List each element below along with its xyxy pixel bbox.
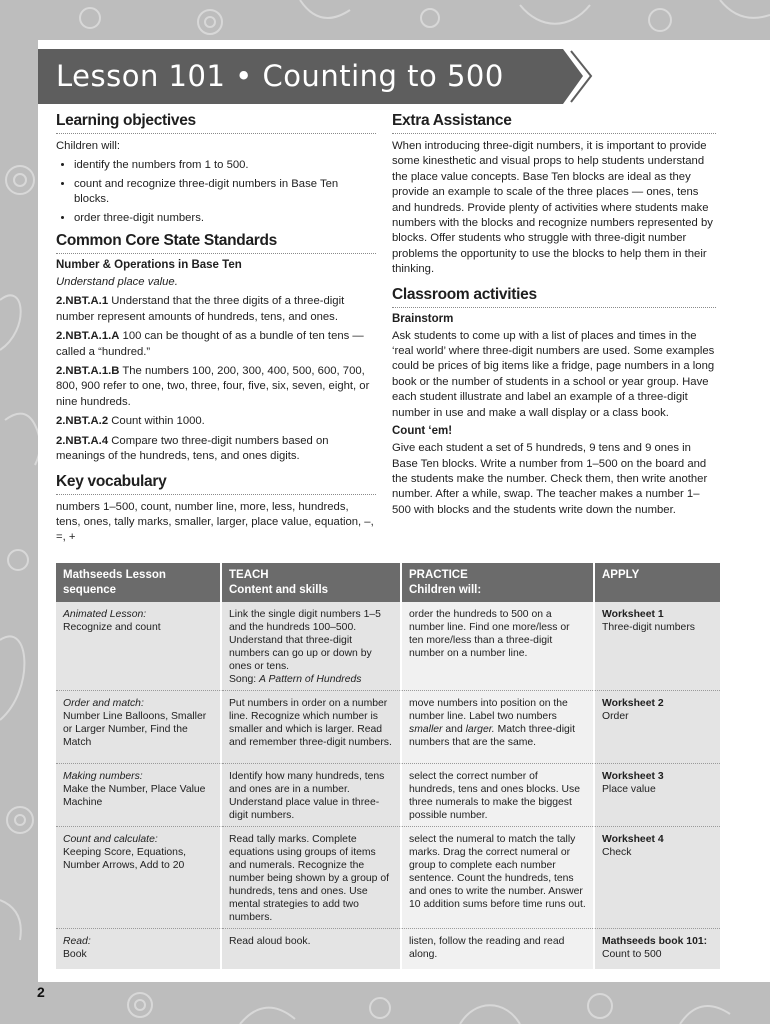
teach-cell: Read aloud book. xyxy=(222,929,402,969)
standard-code: 2.NBT.A.4 xyxy=(56,434,109,447)
objectives-intro: Children will: xyxy=(56,140,121,152)
sequence-cell: Making numbers: Make the Number, Place Value Machine xyxy=(56,764,222,827)
practice-cell: move numbers into position on the number line. Label two numbers smaller and larger. Match three-digit numbers that are the same. xyxy=(402,691,595,764)
vocabulary-text: numbers 1–500, count, number line, more, less, hundreds, tens, ones, tally marks, smaller, larger, place value, equation, –, =, + xyxy=(56,500,374,544)
column-header: Mathseeds Lesson sequence xyxy=(56,563,222,602)
table-row xyxy=(56,929,720,969)
vocabulary-heading: Key vocabulary xyxy=(56,473,376,495)
table-header-row xyxy=(56,563,720,602)
teach-cell: Identify how many hundreds, tens and ones are in a number. Understand place value in three-digit numbers. xyxy=(222,764,402,827)
practice-cell: listen, follow the reading and read along. xyxy=(402,929,595,969)
sequence-cell: Order and match: Number Line Balloons, Smaller or Larger Number, Find the Match xyxy=(56,691,222,764)
standard-text: Understand that the three digits of a three-digit number represent amounts of hundreds, tens, and ones. xyxy=(56,295,345,323)
objective-item: • count and recognize three-digit numbers in Base Ten blocks. xyxy=(74,177,376,208)
column-header: PRACTICE Children will: xyxy=(402,563,595,602)
apply-cell: Mathseeds book 101: Count to 500 xyxy=(595,929,720,969)
practice-cell: select the correct number of hundreds, tens and ones blocks. Use three numerals to make the biggest possible number. xyxy=(402,764,595,827)
standard-item xyxy=(56,364,376,410)
sequence-cell: Read: Book xyxy=(56,929,222,969)
teach-cell: Link the single digit numbers 1–5 and the hundreds 100–500. Understand that three-digit numbers can go up or down by ones or tens. Song: A Pattern of Hundreds xyxy=(222,602,402,691)
apply-cell: Worksheet 2 Order xyxy=(595,691,720,764)
practice-cell: order the hundreds to 500 on a number line. Find one more/less or ten more/less than a three-digit number on a number line. xyxy=(402,602,595,691)
standard-code: 2.NBT.A.2 xyxy=(56,415,109,428)
apply-cell: Worksheet 3 Place value xyxy=(595,764,720,827)
sequence-cell: Count and calculate: Keeping Score, Equations, Number Arrows, Add to 20 xyxy=(56,827,222,929)
learning-objectives-heading: Learning objectives xyxy=(56,112,376,134)
standard-text: Compare two three-digit numbers based on meanings of the hundreds, tens, and ones digits. xyxy=(56,434,329,463)
table-row xyxy=(56,691,720,764)
table-row xyxy=(56,764,720,827)
objective-item: • identify the numbers from 1 to 500. xyxy=(74,158,376,173)
brainstorm-text: Ask students to come up with a list of places and times in the ‘real world’ where three-digit numbers are used. Some examples could be prices of big items like a fridge, page numbers in a long book or the number of students in a school or year group. Have each student illustrate and label an example of a three-digit number in use and make a wall display or a class book. xyxy=(392,329,715,419)
classroom-activities-heading: Classroom activities xyxy=(392,286,716,308)
apply-cell: Worksheet 4 Check xyxy=(595,827,720,929)
column-header: TEACH Content and skills xyxy=(222,563,402,602)
standards-cluster: Understand place value. xyxy=(56,276,178,289)
sequence-cell: Animated Lesson: Recognize and count xyxy=(56,602,222,691)
standard-code: 2.NBT.A.1.B xyxy=(56,365,120,378)
countem-text: Give each student a set of 5 hundreds, 9 tens and 9 ones in Base Ten blocks. Write a number from 1–500 on the board and the students make the number. Check them, then write another number. After a while, swap. The teacher makes a number 1–500 with blocks and the students write down the number. xyxy=(392,442,708,516)
objectives-list xyxy=(56,158,376,226)
standard-text: The numbers 100, 200, 300, 400, 500, 600, 700, 800, 900 refer to one, two, three, four, five, six, seven, eight, or nine hundreds. xyxy=(56,365,370,408)
page-number: 2 xyxy=(37,984,45,1000)
lesson-sequence-table xyxy=(56,563,720,969)
standard-item xyxy=(56,329,376,360)
column-header: APPLY xyxy=(595,563,720,602)
left-column xyxy=(56,112,376,550)
objective-item: • order three-digit numbers. xyxy=(74,211,376,226)
standard-item xyxy=(56,434,376,465)
standard-code: 2.NBT.A.1 xyxy=(56,295,109,308)
standards-subheading: Number & Operations in Base Ten xyxy=(56,259,242,272)
standard-text: 100 can be thought of as a bundle of ten tens — called a “hundred.” xyxy=(56,330,364,358)
standard-code: 2.NBT.A.1.A xyxy=(56,330,120,343)
extra-assistance-heading: Extra Assistance xyxy=(392,112,716,134)
brainstorm-heading: Brainstorm xyxy=(392,312,454,325)
standard-item xyxy=(56,414,376,429)
table-row xyxy=(56,602,720,691)
teach-cell: Put numbers in order on a number line. Recognize which number is smaller and which is larger. Read and remember three-digit numbers. xyxy=(222,691,402,764)
teach-cell: Read tally marks. Complete equations using groups of items and numerals. Recognize the number being shown by a group of hundreds, tens and ones. Use mental strategies to add two numbers. xyxy=(222,827,402,929)
right-column xyxy=(392,112,716,522)
table-row xyxy=(56,827,720,929)
practice-cell: select the numeral to match the tally marks. Drag the correct numeral or group to complete each number sentence. Count the hundreds, tens and ones to write the number. Answer 10 addition sums before time runs out. xyxy=(402,827,595,929)
standard-text: Count within 1000. xyxy=(108,415,205,428)
apply-cell: Worksheet 1 Three-digit numbers xyxy=(595,602,720,691)
countem-heading: Count ‘em! xyxy=(392,425,453,438)
standards-heading: Common Core State Standards xyxy=(56,232,376,254)
standard-item xyxy=(56,294,376,325)
extra-assistance-text: When introducing three-digit numbers, it is important to provide some kinesthetic and visual props to help students understand the place value concepts. Base Ten blocks are ideal as they provide an example to scale of the three places — ones, tens and hundreds. Provide plenty of activities where students make numbers with the blocks and recognize numbers represented by blocks. Offer students who struggle with three-digit number problems the opportunity to use the blocks to help them in their thinking. xyxy=(392,140,713,276)
lesson-title: Lesson 101 • Counting to 500 xyxy=(56,59,504,93)
